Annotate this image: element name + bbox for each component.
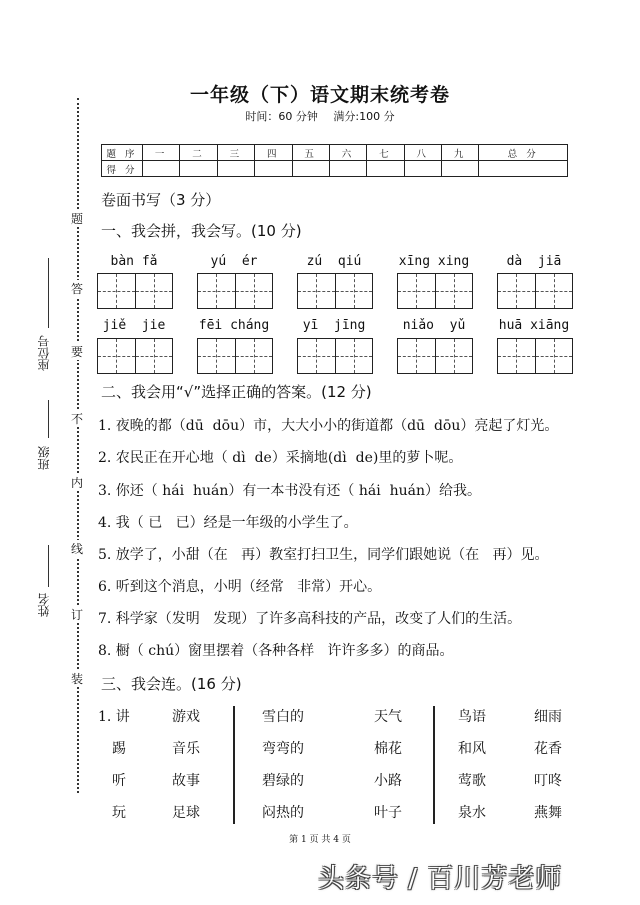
table-cell: 七	[367, 145, 404, 161]
score-cell[interactable]	[479, 161, 568, 177]
class-line	[48, 400, 49, 438]
margin-char: 线	[67, 540, 87, 557]
score-table-score-row	[102, 161, 568, 177]
binding-dotted-line	[77, 98, 79, 793]
writing-grid[interactable]	[197, 273, 273, 309]
section-1-heading: 一、我会拼，我会写。(10 分)	[101, 222, 302, 240]
match-word[interactable]: 鸟语	[458, 709, 486, 725]
table-cell: 三	[217, 145, 254, 161]
exam-full-score: 满分:100 分	[333, 110, 395, 123]
margin-char: 不	[67, 410, 87, 427]
margin-char: 内	[67, 474, 87, 491]
match-word[interactable]: 闷热的	[262, 805, 304, 821]
class-label: 班级	[37, 446, 51, 470]
writing-grid[interactable]	[97, 273, 173, 309]
writing-grid[interactable]	[197, 338, 273, 374]
writing-grid[interactable]	[297, 338, 373, 374]
writing-grid[interactable]	[397, 273, 473, 309]
pinyin-label: xīng xing	[398, 254, 470, 269]
score-cell[interactable]	[255, 161, 292, 177]
match-word[interactable]: 莺歌	[458, 773, 486, 789]
match-word[interactable]: 游戏	[172, 709, 200, 725]
score-cell[interactable]	[143, 161, 180, 177]
pinyin-label: niǎo yǔ	[402, 318, 466, 333]
section-2-heading: 二、我会用“√”选择正确的答案。(12 分)	[101, 383, 372, 401]
margin-char: 题	[67, 210, 87, 227]
pinyin-label: huā xiāng	[498, 318, 570, 333]
pinyin-label: bàn fǎ	[110, 254, 158, 269]
match-word[interactable]: 和风	[458, 741, 486, 757]
margin-char: 装	[67, 670, 87, 687]
table-cell: 得 分	[102, 161, 143, 177]
score-cell[interactable]	[404, 161, 441, 177]
match-word[interactable]: 碧绿的	[262, 773, 304, 789]
table-cell: 八	[404, 145, 441, 161]
pinyin-label: zú qiú	[306, 254, 362, 269]
writing-grid[interactable]	[297, 273, 373, 309]
writing-grid[interactable]	[497, 338, 573, 374]
match-word[interactable]: 听	[112, 773, 126, 789]
seat-number-line	[48, 258, 49, 328]
score-cell[interactable]	[329, 161, 366, 177]
match-word[interactable]: 玩	[112, 805, 126, 821]
score-cell[interactable]	[292, 161, 329, 177]
pinyin-label: jiě jie	[102, 318, 166, 333]
table-cell: 题 序	[102, 145, 143, 161]
match-word[interactable]: 叶子	[374, 805, 402, 821]
match-word[interactable]: 弯弯的	[262, 741, 304, 757]
match-word[interactable]: 燕舞	[534, 805, 562, 821]
section-3-heading: 三、我会连。(16 分)	[101, 675, 242, 693]
column-divider	[433, 706, 435, 824]
score-cell[interactable]	[180, 161, 217, 177]
pinyin-label: fēi cháng	[198, 318, 270, 333]
margin-char: 订	[67, 606, 87, 623]
question-line: 8. 橱（ chú）窗里摆着（各种各样 许许多多）的商品。	[98, 643, 454, 659]
match-word[interactable]: 足球	[172, 805, 200, 821]
table-cell: 九	[442, 145, 479, 161]
writing-grid[interactable]	[397, 338, 473, 374]
watermark: 头条号 / 百川芳老师	[318, 864, 563, 894]
question-line: 5. 放学了，小甜（在 再）教室打扫卫生，同学们跟她说（在 再）见。	[98, 547, 549, 563]
name-line	[48, 545, 49, 587]
margin-char: 答	[67, 280, 87, 297]
table-cell: 五	[292, 145, 329, 161]
match-word[interactable]: 细雨	[534, 709, 562, 725]
table-cell: 四	[255, 145, 292, 161]
score-table	[101, 144, 568, 177]
section-handwriting: 卷面书写（3 分）	[101, 191, 221, 209]
writing-grid[interactable]	[497, 273, 573, 309]
pinyin-label: dà jiā	[506, 254, 562, 269]
name-label: 姓名	[37, 593, 51, 617]
score-cell[interactable]	[367, 161, 404, 177]
match-word[interactable]: 音乐	[172, 741, 200, 757]
question-line: 2. 农民正在开心地（ dì de）采摘地(dì de)里的萝卜呢。	[98, 450, 463, 466]
match-word[interactable]: 踢	[112, 741, 126, 757]
score-cell[interactable]	[217, 161, 254, 177]
question-line: 7. 科学家（发明 发现）了许多高科技的产品，改变了人们的生活。	[98, 611, 522, 627]
column-divider	[233, 706, 235, 824]
question-line: 4. 我（ 已 已）经是一年级的小学生了。	[98, 515, 358, 531]
table-cell: 总 分	[479, 145, 568, 161]
match-word[interactable]: 雪白的	[262, 709, 304, 725]
table-cell: 二	[180, 145, 217, 161]
match-word[interactable]: 叮咚	[534, 773, 562, 789]
writing-grid[interactable]	[97, 338, 173, 374]
seat-number-label: 座位号	[37, 335, 51, 371]
score-table-header-row	[102, 145, 568, 161]
question-line: 6. 听到这个消息，小明（经常 非常）开心。	[98, 579, 382, 595]
match-word[interactable]: 天气	[374, 709, 402, 725]
pinyin-label: yī jīng	[302, 318, 366, 333]
match-word[interactable]: 花香	[534, 741, 562, 757]
question-line: 1. 夜晚的都（dū dōu）市，大大小小的街道都（dū dōu）亮起了灯光。	[98, 418, 559, 434]
question-line: 3. 你还（ hái huán）有一本书没有还（ hái huán）给我。	[98, 483, 481, 499]
page-number: 第 1 页 共 4 页	[289, 835, 351, 845]
exam-time: 时间：60 分钟	[245, 110, 318, 123]
match-word[interactable]: 小路	[374, 773, 402, 789]
match-word[interactable]: 故事	[172, 773, 200, 789]
exam-title: 一年级（下）语文期末统考卷	[189, 84, 450, 106]
score-cell[interactable]	[442, 161, 479, 177]
pinyin-label: yú ér	[210, 254, 258, 269]
match-word[interactable]: 棉花	[374, 741, 402, 757]
exam-subtitle	[0, 108, 640, 124]
margin-char: 要	[67, 343, 87, 360]
match-word[interactable]: 1. 讲	[98, 709, 130, 725]
table-cell: 一	[143, 145, 180, 161]
table-cell: 六	[329, 145, 366, 161]
match-word[interactable]: 泉水	[458, 805, 486, 821]
